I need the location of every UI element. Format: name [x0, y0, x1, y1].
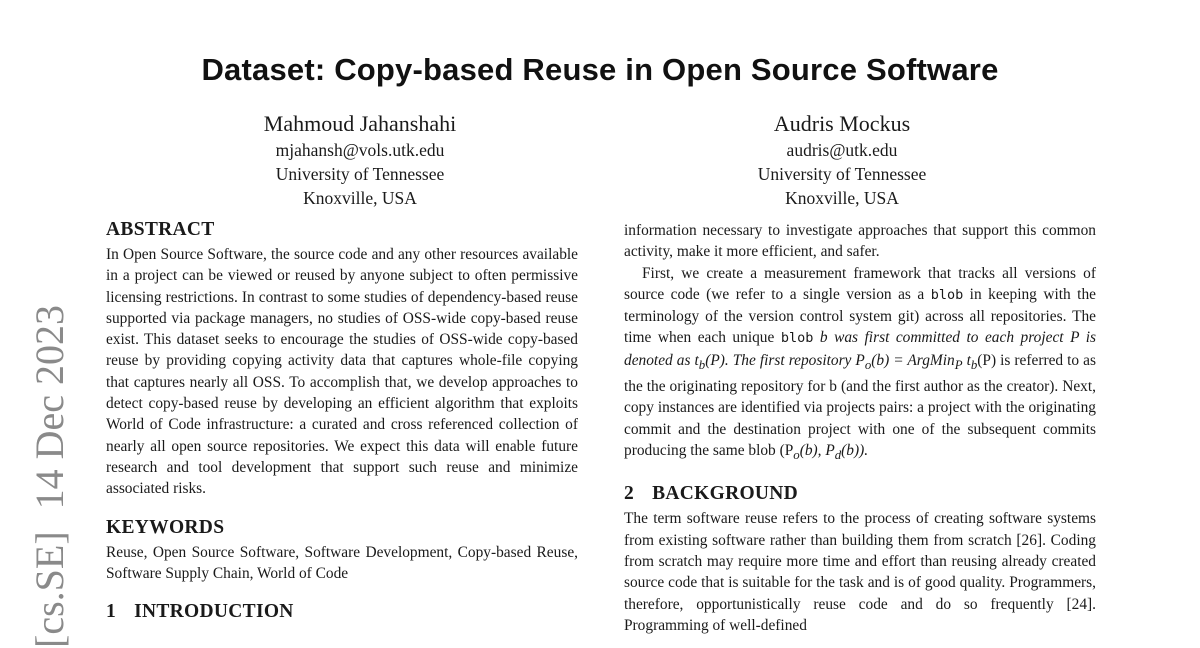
author-location: Knoxville, USA: [785, 188, 899, 208]
keywords-text: Reuse, Open Source Software, Software Development, Copy-based Reuse, Software Supply Chain, World of Code: [106, 543, 578, 582]
code-blob: blob: [930, 286, 964, 303]
intro-paragraph-framework: First, we create a measurement framework that tracks all versions of source code (we refer to a single version as a blob in keeping with the terminology of the version control system git) across all repositories. The time when each unique blob b was first committed to each project P is denoted as $t_b(P)$. The first repository $P_o(b)$ = ArgMin$_P$ $t_b(P)$ is referred to as the the originating repository for b (and the first author as the creator). Next, copy instances are identified via projects pairs: a project with the originating commit and the destination project with one of the subsequent commits producing the same blob ($P_o(b)$, $P_d(b)$).: [624, 264, 1096, 463]
author-email: audris@utk.edu: [786, 140, 898, 160]
author-affiliation: University of Tennessee: [757, 164, 927, 184]
section-title: BACKGROUND: [652, 483, 799, 505]
author-name: Audris Mockus: [773, 111, 911, 136]
author-block: [662, 110, 1022, 210]
section-number: 1: [106, 601, 117, 623]
author-name: Mahmoud Jahanshahi: [263, 111, 457, 136]
section-title: INTRODUCTION: [134, 601, 294, 623]
paper-title: Dataset: Copy-based Reuse in Open Source Software: [201, 52, 999, 87]
author-location: Knoxville, USA: [303, 188, 417, 208]
left-column: [106, 216, 578, 626]
author-affiliation: University of Tennessee: [275, 164, 445, 184]
section-number: 2: [624, 483, 635, 505]
intro-paragraph-continued: information necessary to investigate approaches that support this common activity, make it more efficient, and safer.: [624, 222, 1096, 261]
keywords-heading: KEYWORDS: [106, 516, 225, 538]
code-blob: blob: [780, 330, 814, 347]
author-email: mjahansh@vols.utk.edu: [275, 140, 445, 160]
background-heading: [624, 480, 1096, 508]
arxiv-date: 14 Dec 2023: [27, 304, 72, 510]
arxiv-stamp: [24, 304, 76, 648]
background-text: The term software reuse refers to the process of creating software systems from existing software rather than building them from scratch [26]. Coding from scratch may require more time and effort than reusing already created source code that is suitable for the task and is of good quality. Programmers, therefore, opportunistically reuse code and do so frequently [24]. Programming of well-defined: [624, 510, 1096, 634]
author-block: [180, 110, 540, 210]
arxiv-category: [cs.SE]: [27, 531, 72, 648]
abstract-text: In Open Source Software, the source code and any other resources available in a project can be viewed or reused by anyone subject to often permissive licensing restrictions. In contrast to some studies of dependency-based reuse supported via package managers, no studies of OSS-wide copy-based reuse exist. This dataset seeks to encourage the studies of OSS-wide copy-based reuse by providing copying activity data that captures whole-file copying that captures nearly all OSS. To accomplish that, we develop approaches to detect copy-based reuse by developing an efficient algorithm that exploits World of Code infrastructure: a curated and cross referenced collection of nearly all open source repositories. We expect this data will enable future research and tool development that support such reuse and minimize associated risks.: [106, 246, 578, 498]
right-column: [624, 220, 1096, 636]
introduction-heading: [106, 598, 578, 626]
abstract-heading: ABSTRACT: [106, 219, 215, 240]
